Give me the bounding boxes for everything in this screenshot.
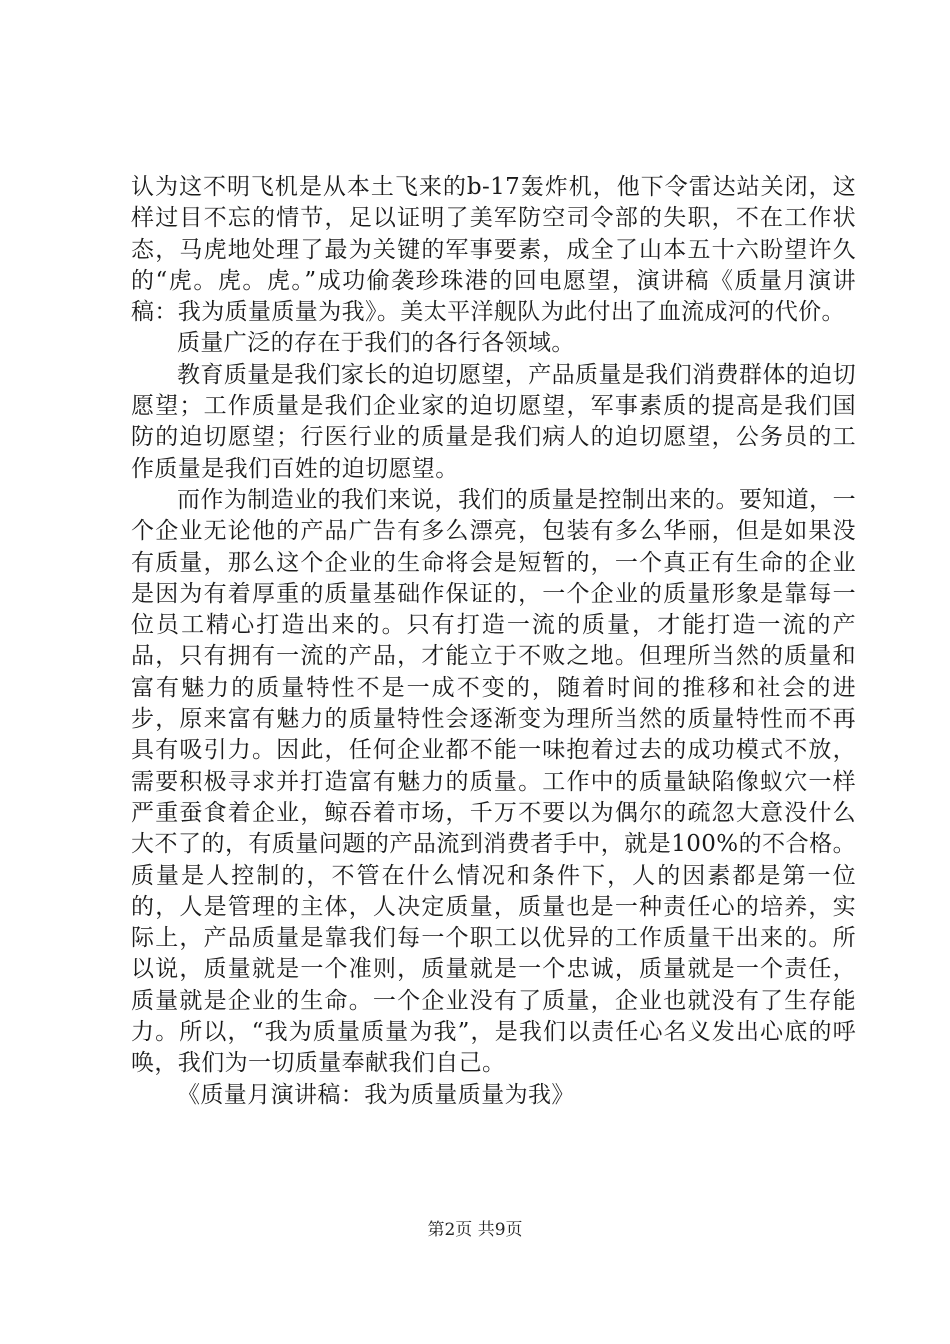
paragraph-1: 认为这不明飞机是从本土飞来的b-17轰炸机，他下令雷达站关闭，这样过目不忘的情节，足以证明了美军防空司令部的失职，不在工作状态，马虎地处理了最为关键的军事要素，成全了山本五十六盼望许久的“虎。虎。虎。”成功偷袭珍珠港的回电愿望，演讲稿《质量月演讲稿：我为质量质量为我》。美太平洋舰队为此付出了血流成河的代价。 [131,174,856,326]
page-number-footer: 第2页 共9页 [427,1220,523,1240]
paragraph-4: 而作为制造业的我们来说，我们的质量是控制出来的。要知道，一个企业无论他的产品广告有多么漂亮，包装有多么华丽，但是如果没有质量，那么这个企业的生命将会是短暂的，一个真正有生命的企业是因为有着厚重的质量基础作保证的，一个企业的质量形象是靠每一位员工精心打造出来的。只有打造一流的质量，才能打造一流的产品，只有拥有一流的产品，才能立于不败之地。但理所当然的质量和富有魅力的质量特性不是一成不变的，随着时间的推移和社会的进步，原来富有魅力的质量特性会逐渐变为理所当然的质量特性而不再具有吸引力。因此，任何企业都不能一味抱着过去的成功模式不放，需要积极寻求并打造富有魅力的质量。工作中的质量缺陷像蚁穴一样严重蚕食着企业，鲸吞着市场，千万不要以为偶尔的疏忽大意没什么大不了的，有质量问题的产品流到消费者手中，就是100%的不合格。质量是人控制的，不管在什么情况和条件下，人的因素都是第一位的，人是管理的主体，人决定质量，质量也是一种责任心的培养，实际上，产品质量是靠我们每一个职工以优异的工作质量干出来的。所以说，质量就是一个准则，质量就是一个忠诚，质量就是一个责任，质量就是企业的生命。一个企业没有了质量，企业也就没有了生存能力。所以，“我为质量质量为我”，是我们以责任心名义发出心底的呼唤，我们为一切质量奉献我们自己。 [131,486,856,1077]
document-body [131,172,856,1111]
paragraph-3: 教育质量是我们家长的迫切愿望，产品质量是我们消费群体的迫切愿望；工作质量是我们企业家的迫切愿望，军事素质的提高是我们国防的迫切愿望；行医行业的质量是我们病人的迫切愿望，公务员的工作质量是我们百姓的迫切愿望。 [131,361,856,482]
paragraph-5: 《质量月演讲稿：我为质量质量为我》 [177,1081,575,1108]
paragraph-2: 质量广泛的存在于我们的各行各领域。 [177,330,575,357]
